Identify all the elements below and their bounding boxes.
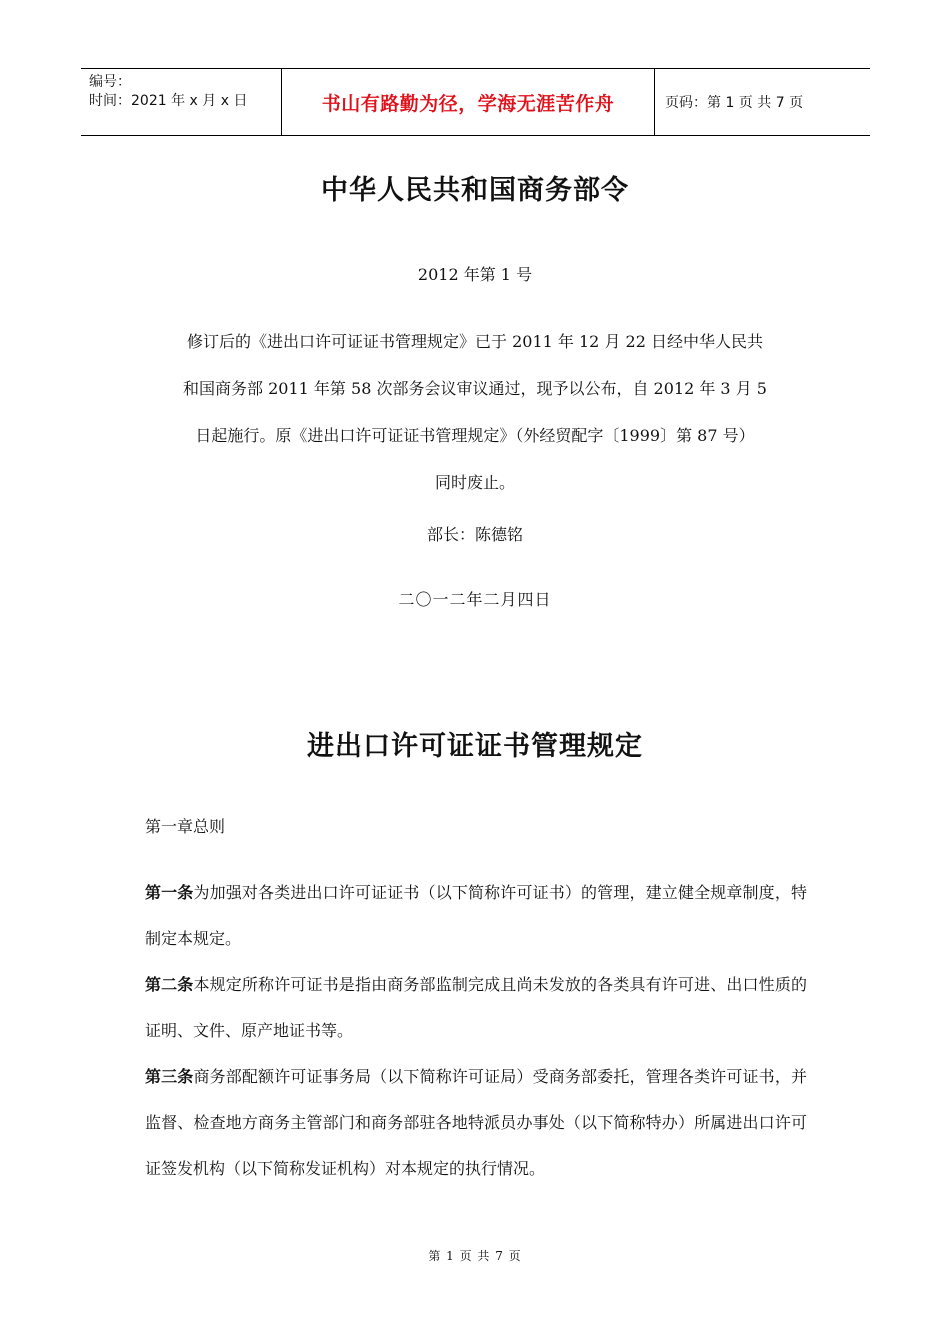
header-page-info: 页码：第 1 页 共 7 页 xyxy=(665,95,804,111)
article-text: 商务部配额许可证事务局（以下简称许可证局）受商务部委托，管理各类许可证书，并监督、检查地方商务主管部门和商务部驻各地特派员办事处（以下简称特办）所属进出口许可证签发机构（以下简称发证机构）对本规定的执行情况。 xyxy=(145,1067,807,1178)
chapter-heading: 第一章总则 xyxy=(145,817,226,836)
header-meta xyxy=(81,69,281,135)
decree-intro xyxy=(145,318,805,506)
page-header xyxy=(81,68,870,136)
minister-signature: 部长：陈德铭 xyxy=(426,525,523,544)
article xyxy=(145,1054,807,1192)
decree-order-number: 2012 年第 1 号 xyxy=(417,265,533,284)
intro-line: 同时废止。 xyxy=(434,473,515,492)
article-text: 为加强对各类进出口许可证证书（以下简称许可证书）的管理，建立健全规章制度，特制定本规定。 xyxy=(145,883,807,948)
article-text: 本规定所称许可证书是指由商务部监制完成且尚未发放的各类具有许可进、出口性质的证明、文件、原产地证书等。 xyxy=(145,975,807,1040)
decree-title: 中华人民共和国商务部令 xyxy=(321,175,629,206)
article-label: 第三条 xyxy=(145,1067,194,1086)
regulation-title: 进出口许可证证书管理规定 xyxy=(307,731,643,762)
article xyxy=(145,962,807,1054)
article-label: 第一条 xyxy=(145,883,194,902)
intro-line: 日起施行。原《进出口许可证证书管理规定》（外经贸配字〔1999〕第 87 号） xyxy=(195,426,755,445)
time-label: 时间：2021 年 x 月 x 日 xyxy=(89,93,248,109)
intro-line: 和国商务部 2011 年第 58 次部务会议审议通过，现予以公布，自 2012 年 3 月 5 xyxy=(183,379,767,398)
header-slogan: 书山有路勤为径，学海无涯苦作舟 xyxy=(281,69,655,135)
page-footer: 第 1 页 共 7 页 xyxy=(428,1249,522,1263)
intro-line: 修订后的《进出口许可证证书管理规定》已于 2011 年 12 月 22 日经中华人民共 xyxy=(187,332,763,351)
article-list xyxy=(145,870,807,1192)
number-label: 编号： xyxy=(89,74,131,90)
article-label: 第二条 xyxy=(145,975,194,994)
article xyxy=(145,870,807,962)
decree-date: 二〇一二年二月四日 xyxy=(398,590,552,609)
